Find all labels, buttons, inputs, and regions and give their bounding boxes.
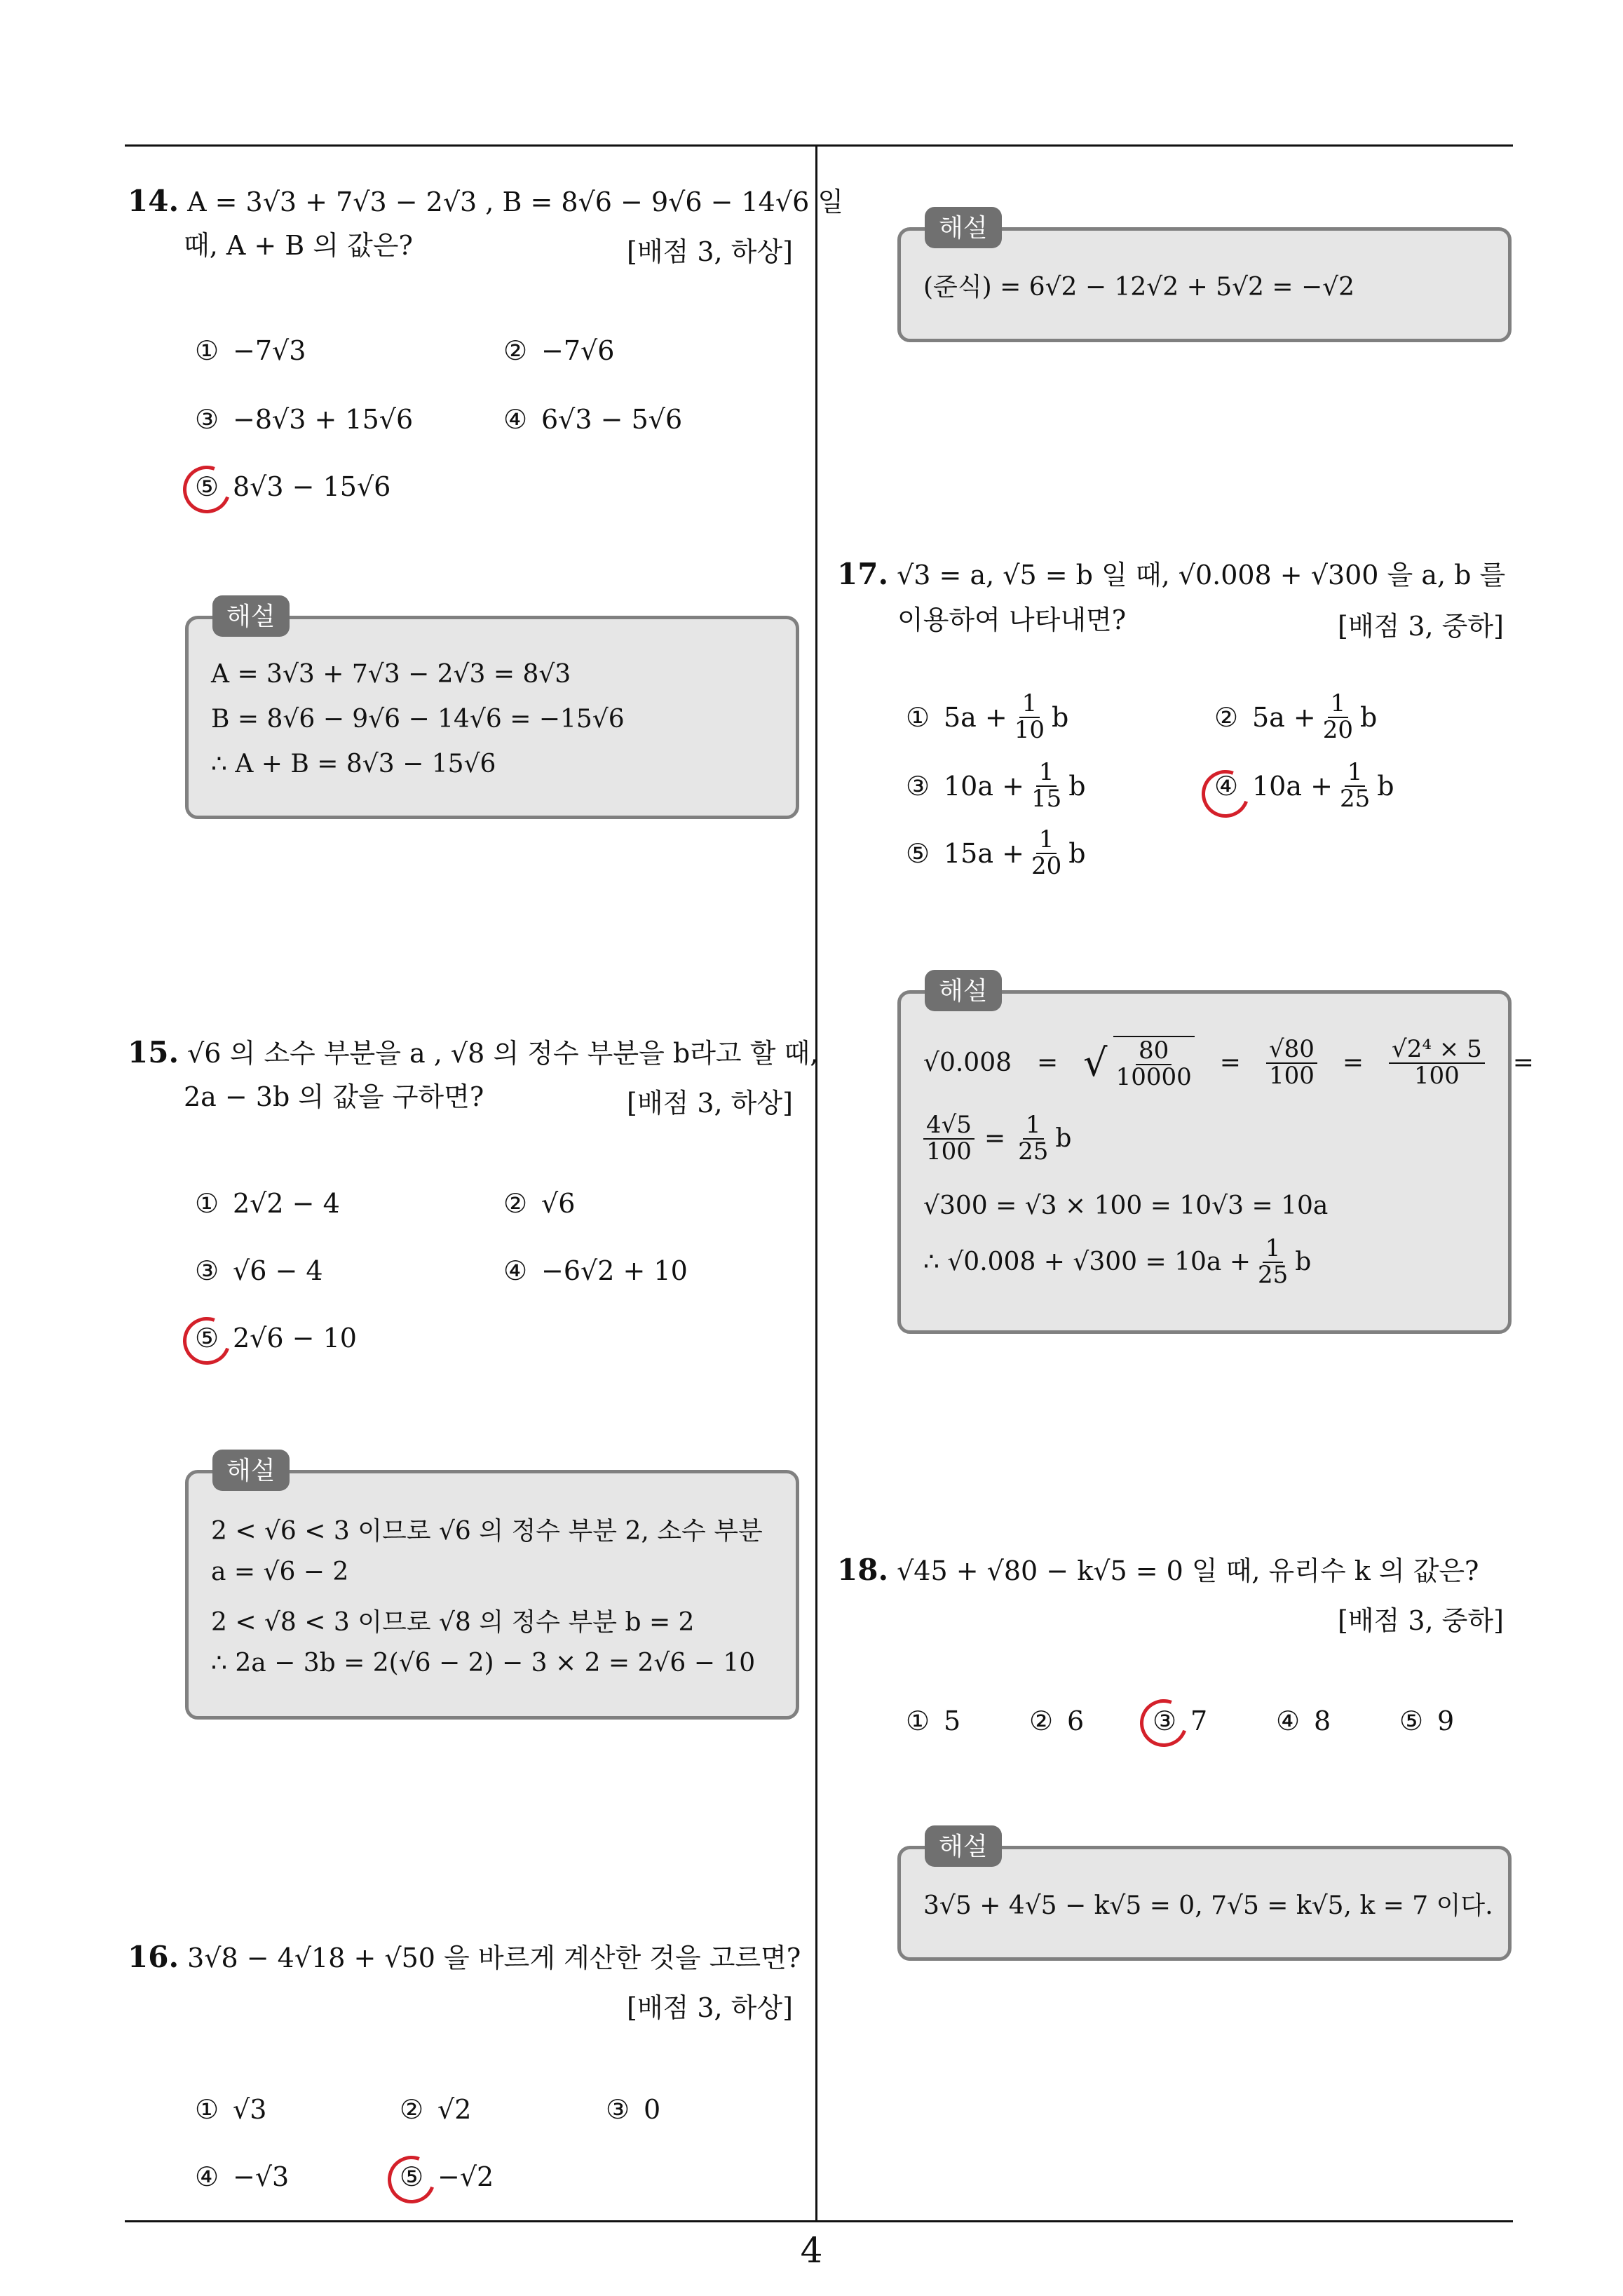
q15-option-1[interactable]: ① 2√2 − 4 [194,1188,340,1219]
q17-line2: 이용하여 나타내면? [897,605,1127,635]
q14-option-2[interactable]: ② −7√6 [503,335,615,366]
q18-score: [배점 3, 중하] [1338,1605,1504,1636]
q18-option-4[interactable]: ④ 8 [1275,1706,1331,1736]
q17-option-1[interactable]: ① 5a + $\frac{1}{10}$ b [905,689,1069,744]
q17-explanation-box [897,977,1534,1334]
q17-option-3[interactable]: ③ 10a + $\frac{1}{15}$ b [905,758,1086,813]
page-number: 4 [800,2230,823,2271]
q15-option-5[interactable]: ⑤ 2√6 − 10 [194,1323,357,1353]
q16-answer-mark [380,2148,443,2211]
top-rule [125,144,1513,147]
q17-line1: 17. √3 = a, √5 = b 일 때, √0.008 + √300 을 a, b 를 [837,557,1506,591]
q16-option-2[interactable]: ② √2 [399,2094,472,2125]
q17-option-2[interactable]: ② 5a + $\frac{1}{20}$ b [1214,689,1378,744]
q18-option-3[interactable]: ③ 7 [1152,1706,1208,1736]
q17-option-4[interactable]: ④ 10a + $\frac{1}{25}$ b [1214,758,1394,813]
q14-explanation-tab: 해설 [212,595,290,637]
q15-expl-line2: a = √6 − 2 [211,1558,349,1586]
q18-answer-mark [1132,1691,1195,1755]
q15-number: 15. [128,1035,179,1069]
q15-expl-line3: 2 < √8 < 3 이므로 √8 의 정수 부분 b = 2 [211,1608,695,1637]
q14-score: [배점 3, 하상] [627,236,793,267]
q14-answer-mark [175,458,238,521]
q15-expl-line4: ∴ 2a − 3b = 2(√6 − 2) − 3 × 2 = 2√6 − 10 [211,1649,756,1677]
q18-number: 18. [837,1553,889,1587]
q15-expl-line1: 2 < √6 < 3 이므로 √6 의 정수 부분 2, 소수 부분 [211,1517,763,1546]
q18-line1: 18. √45 + √80 − k√5 = 0 일 때, 유리수 k 의 값은? [837,1553,1479,1587]
q17-expl-line2: $\frac{4√5}{100}$ = $\frac{1}{25}$ b [923,1113,1071,1164]
q15-explanation-box [185,1457,799,1720]
q18-expl-line1: 3√5 + 4√5 − k√5 = 0, 7√5 = k√5, k = 7 이다. [923,1891,1493,1920]
q15-line1: 15. √6 의 소수 부분을 a , √8 의 정수 부분을 b라고 할 때, [128,1035,819,1069]
column-divider [815,144,817,2222]
q16-expl-line1: (준식) = 6√2 − 12√2 + 5√2 = −√2 [923,273,1355,302]
q16-explanation-tab: 해설 [925,207,1002,248]
q17-expl-line3: √300 = √3 × 100 = 10√3 = 10a [923,1191,1329,1220]
q17-explanation-tab: 해설 [925,970,1002,1011]
q18-option-2[interactable]: ② 6 [1028,1706,1085,1736]
q15-option-3[interactable]: ③ √6 − 4 [194,1255,323,1286]
q14-option-1[interactable]: ① −7√3 [194,335,306,366]
q16-option-1[interactable]: ① √3 [194,2094,267,2125]
q14-option-3[interactable]: ③ −8√3 + 15√6 [194,404,414,435]
q17-number: 17. [837,557,889,591]
q15-answer-mark [175,1309,238,1372]
q17-option-5[interactable]: ⑤ 15a + $\frac{1}{20}$ b [905,825,1086,880]
q14-expl-line1: A = 3√3 + 7√3 − 2√3 = 8√3 [211,660,571,689]
q16-option-3[interactable]: ③ 0 [605,2094,661,2125]
q15-option-4[interactable]: ④ −6√2 + 10 [503,1255,688,1286]
q17-expl-line1: √0.008 = √ $\frac{80}{10000}$ = $\frac{√80}{100}$ = $\frac{\text{√2⁴ × 5}}{100}$ = [923,1035,1534,1091]
q16-score: [배점 3, 하상] [627,1992,793,2023]
q14-line1: 14. A = 3√3 + 7√3 − 2√3 , B = 8√6 − 9√6 − 14√6 일 [128,184,844,218]
q16-option-4[interactable]: ④ −√3 [194,2161,290,2192]
q17-score: [배점 3, 중하] [1338,611,1504,642]
q15-score: [배점 3, 하상] [627,1088,793,1119]
q17-expl-line4: ∴ √0.008 + √300 = 10a + $\frac{1}{25}$ b [923,1234,1312,1289]
q18-option-5[interactable]: ⑤ 9 [1399,1706,1455,1736]
q16-number: 16. [128,1940,179,1974]
q15-option-2[interactable]: ② √6 [503,1188,576,1219]
bottom-rule [125,2220,1513,2222]
q15-line2: 2a − 3b 의 값을 구하면? [184,1081,484,1112]
q16-option-5[interactable]: ⑤ −√2 [399,2161,494,2192]
q14-expl-line3: ∴ A + B = 8√3 − 15√6 [211,750,496,778]
q18-option-1[interactable]: ① 5 [905,1706,961,1736]
q14-number: 14. [128,184,179,218]
q14-explanation-box [185,602,799,819]
q15-explanation-tab: 해설 [212,1450,290,1491]
q18-explanation-tab: 해설 [925,1825,1002,1867]
q16-line1: 16. 3√8 − 4√18 + √50 을 바르게 계산한 것을 고르면? [128,1940,801,1974]
q14-option-5[interactable]: ⑤ 8√3 − 15√6 [194,471,391,502]
q14-option-4[interactable]: ④ 6√3 − 5√6 [503,404,683,435]
q16-explanation-box [897,214,1512,342]
q14-line2: 때, A + B 의 값은? [184,230,413,261]
q14-expl-line2: B = 8√6 − 9√6 − 14√6 = −15√6 [211,705,625,734]
q18-explanation-box [897,1832,1512,1961]
